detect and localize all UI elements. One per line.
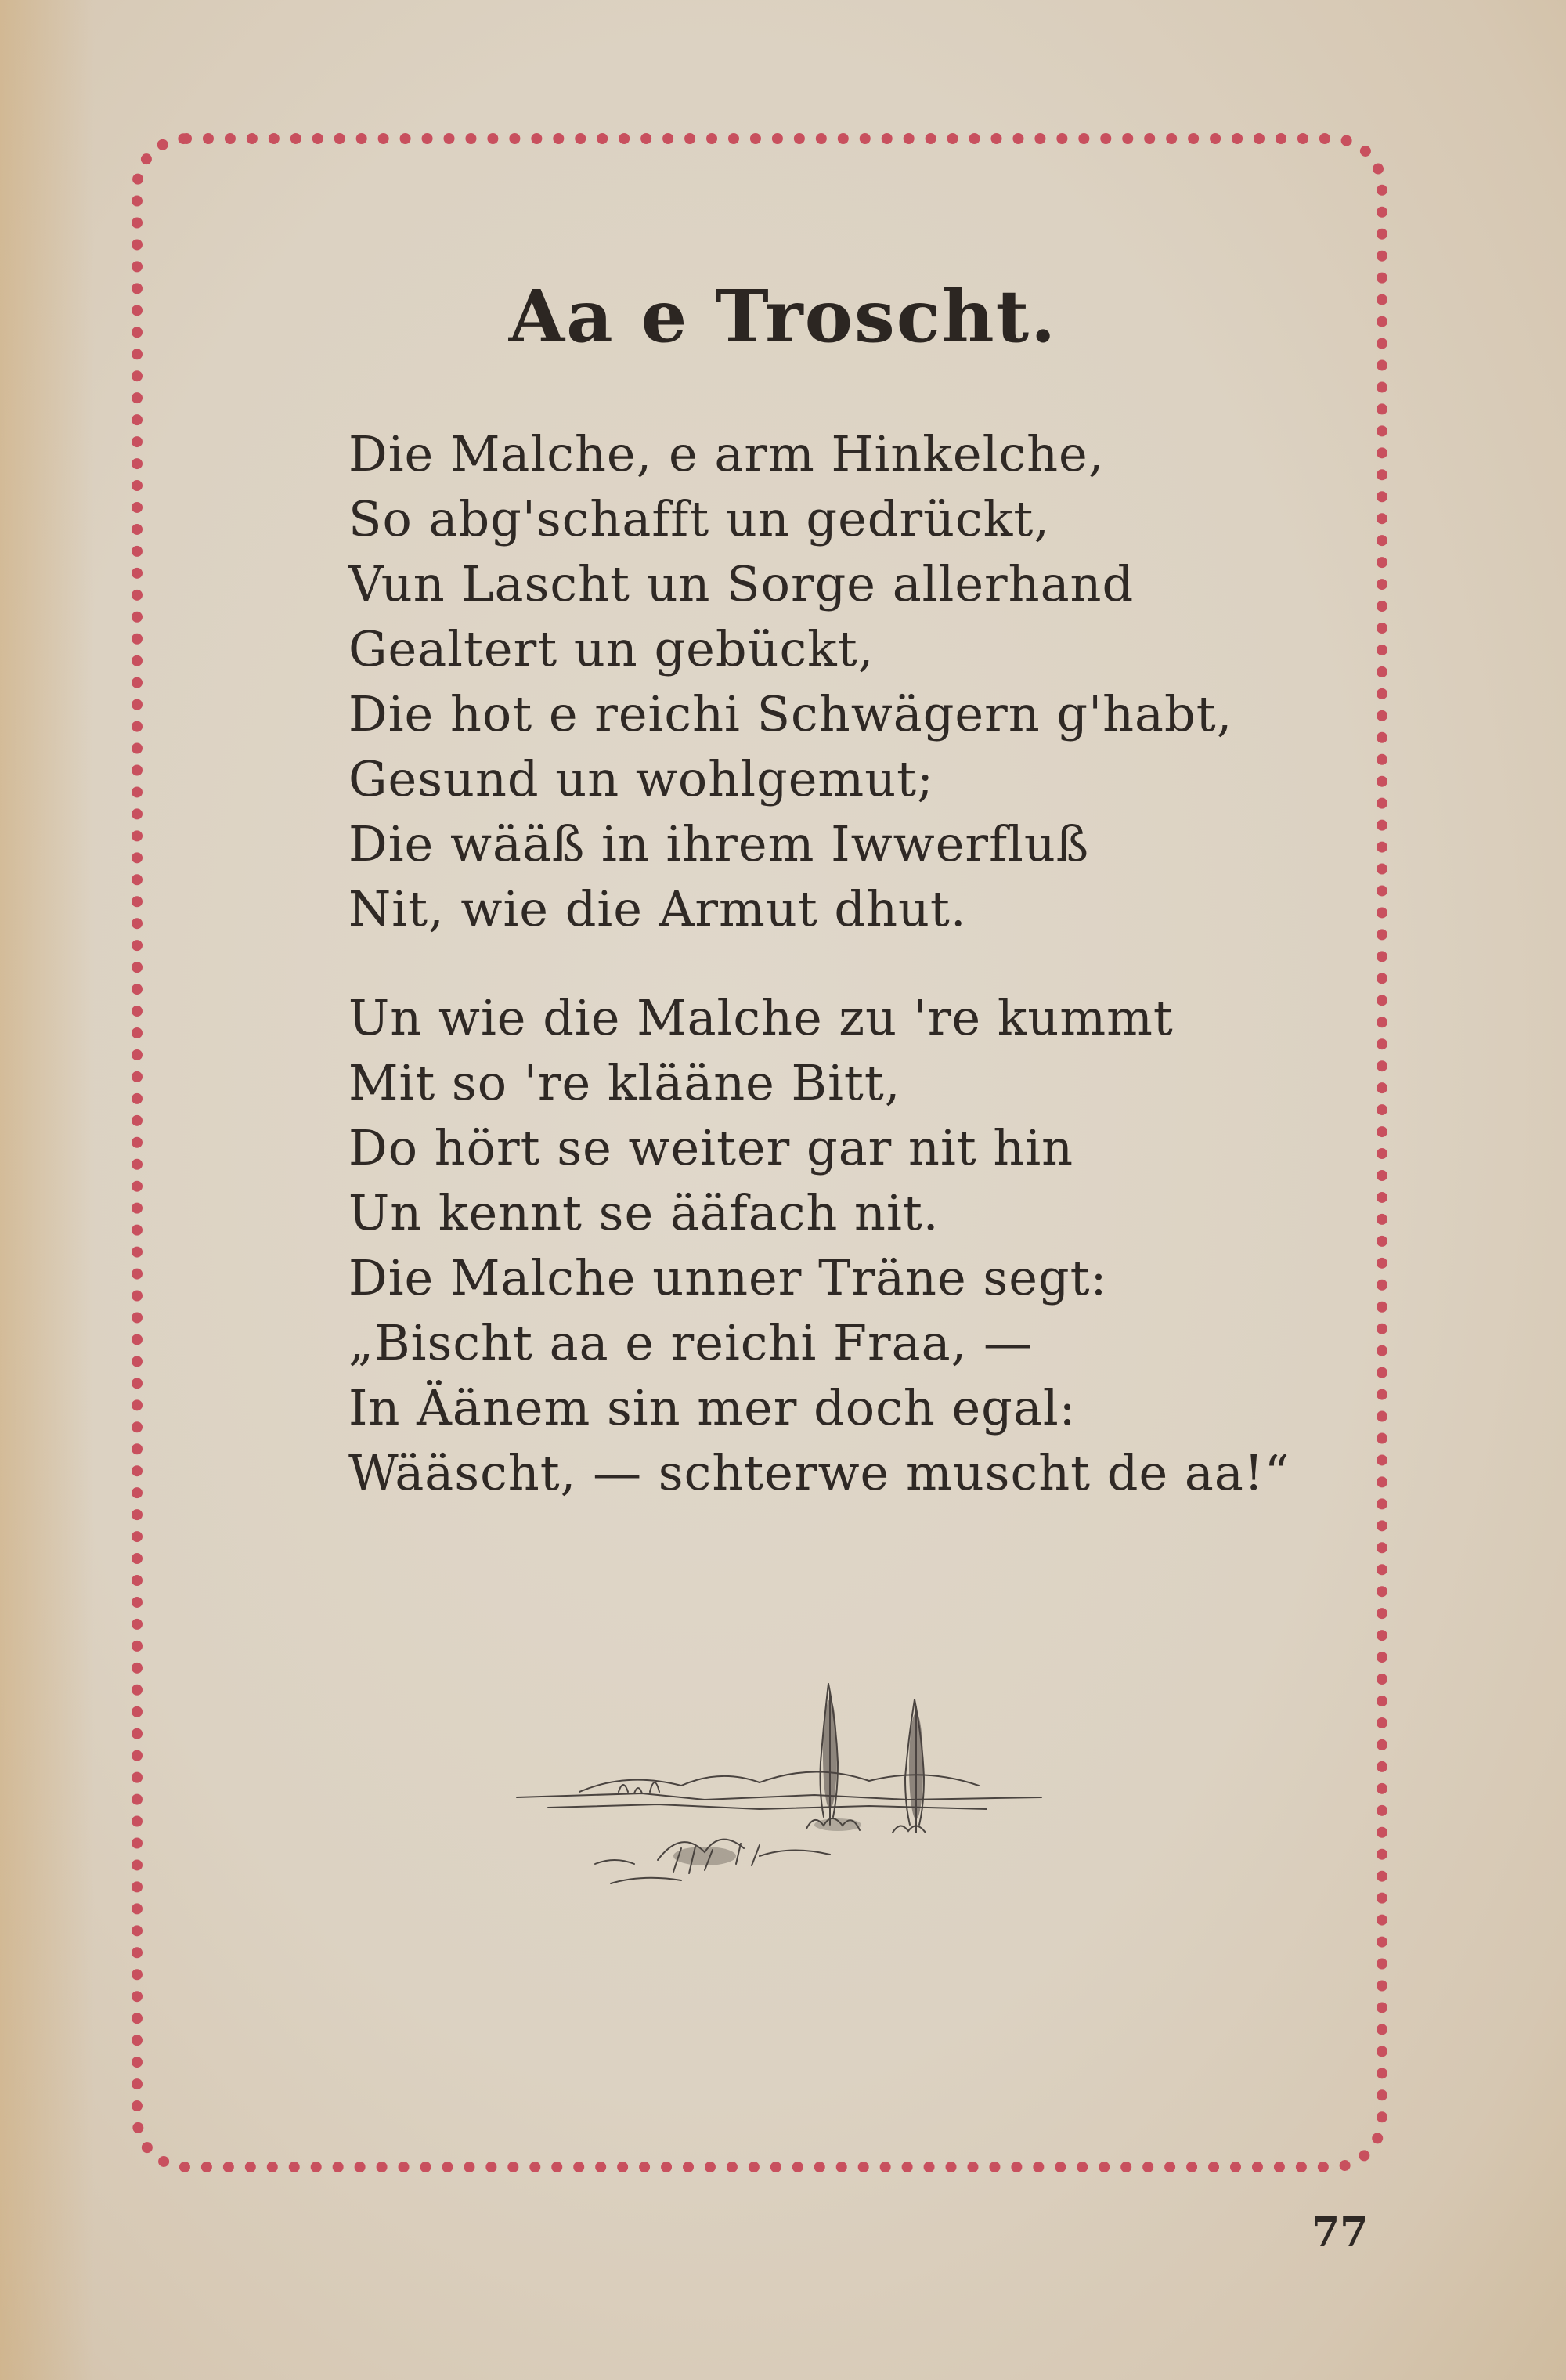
poem-line: Vun Lascht un Sorge allerhand [348,555,1135,612]
poem-line: So abg'schafft un gedrückt, [348,490,1050,547]
poem-title: Aa e Troscht. [508,274,1058,359]
poem-line: Mit so 're klääne Bitt, [348,1054,901,1111]
poem-line: Gesund un wohlgemut; [348,750,934,807]
poem-line: Die Malche, e arm Hinkelche, [348,425,1105,482]
poem-line: Un wie die Malche zu 're kummt [348,989,1174,1046]
page-number: 77 [1312,2208,1369,2256]
poem-stanza-1 [348,421,1366,941]
poem-line: Gealtert un gebückt, [348,620,875,677]
poem-line: Do hört se weiter gar nit hin [348,1119,1074,1176]
poem-line: Nit, wie die Armut dhut. [348,880,967,937]
poem-stanza-2 [348,985,1366,1505]
poem-line: Die Malche unner Träne segt: [348,1249,1108,1306]
poem-line: Die wääß in ihrem Iwwerfluß [348,815,1090,872]
poem-line: Die hot e reichi Schwägern g'habt, [348,685,1233,742]
landscape-vignette-icon [501,1668,1049,1919]
poem-line: Wääscht, — schterwe muscht de aa!“ [348,1444,1290,1501]
poem-line: „Bischt aa e reichi Fraa, — [348,1314,1033,1371]
poem-line: Un kennt se ääfach nit. [348,1184,940,1241]
poem-line: In Äänem sin mer doch egal: [348,1379,1077,1436]
